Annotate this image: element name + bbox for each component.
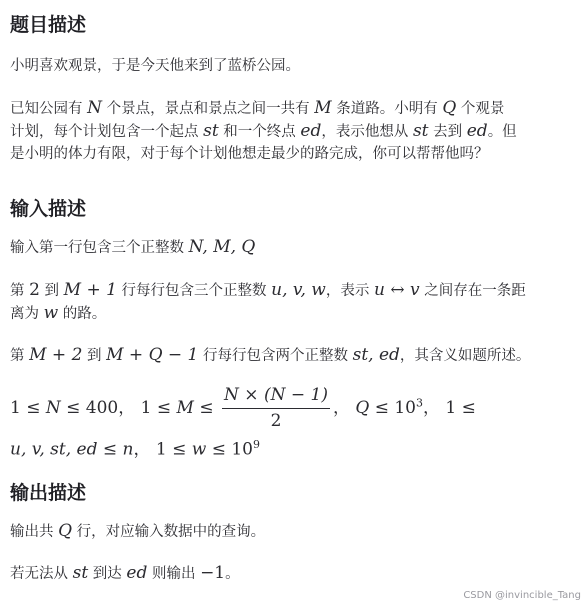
output-heading: 输出描述 — [10, 482, 87, 504]
output-line-2: 若无法从 st 到达 ed 则输出 −1。 — [10, 563, 240, 583]
problem-paragraph — [10, 97, 580, 165]
output-line-1: 输出共 Q 行，对应输入数据中的查询。 — [10, 521, 266, 541]
input-line-2: 第 2 到 M + 1 行每行包含三个正整数 u, v, w，表示 u ↔ v 之间存在一条距 离为 w 的路。 — [10, 280, 526, 323]
constraints — [10, 384, 580, 461]
problem-line-3: 是小明的体力有限，对于每个计划他想走最少的路完成，你可以帮帮他吗？ — [10, 146, 489, 162]
input-heading: 输入描述 — [10, 198, 87, 220]
input-line-1: 输入第一行包含三个正整数 N, M, Q — [10, 237, 256, 257]
intro-paragraph: 小明喜欢观景，于是今天他来到了蓝桥公园。 — [10, 58, 300, 74]
problem-heading: 题目描述 — [10, 14, 87, 36]
fraction: $\frac{N \times (N - 1)}{2}$ — [224, 385, 328, 431]
watermark: CSDN @invincible_Tang — [463, 590, 581, 601]
problem-line-1: 已知公园有 N 个景点，景点和景点之间一共有 M 条道路。小明有 Q 个观景 — [10, 98, 505, 118]
problem-line-2: 计划，每个计划包含一个起点 st 和一个终点 ed，表示他想从 st 去到 ed。但 — [10, 121, 517, 141]
constraints-line-1: 1 ≤ N ≤ 400， 1 ≤ M ≤ $\frac{N \times (N - 1)}{2}$ ， $Q \le 10^3$， 1 ≤ — [10, 385, 476, 431]
constraints-line-2: u, v, st, ed ≤ n， $1 \le w \le 10^9$ — [10, 438, 260, 460]
input-line-3: 第 M + 2 到 M + Q − 1 行每行包含两个正整数 st, ed，其含义如题所述。 — [10, 345, 531, 365]
